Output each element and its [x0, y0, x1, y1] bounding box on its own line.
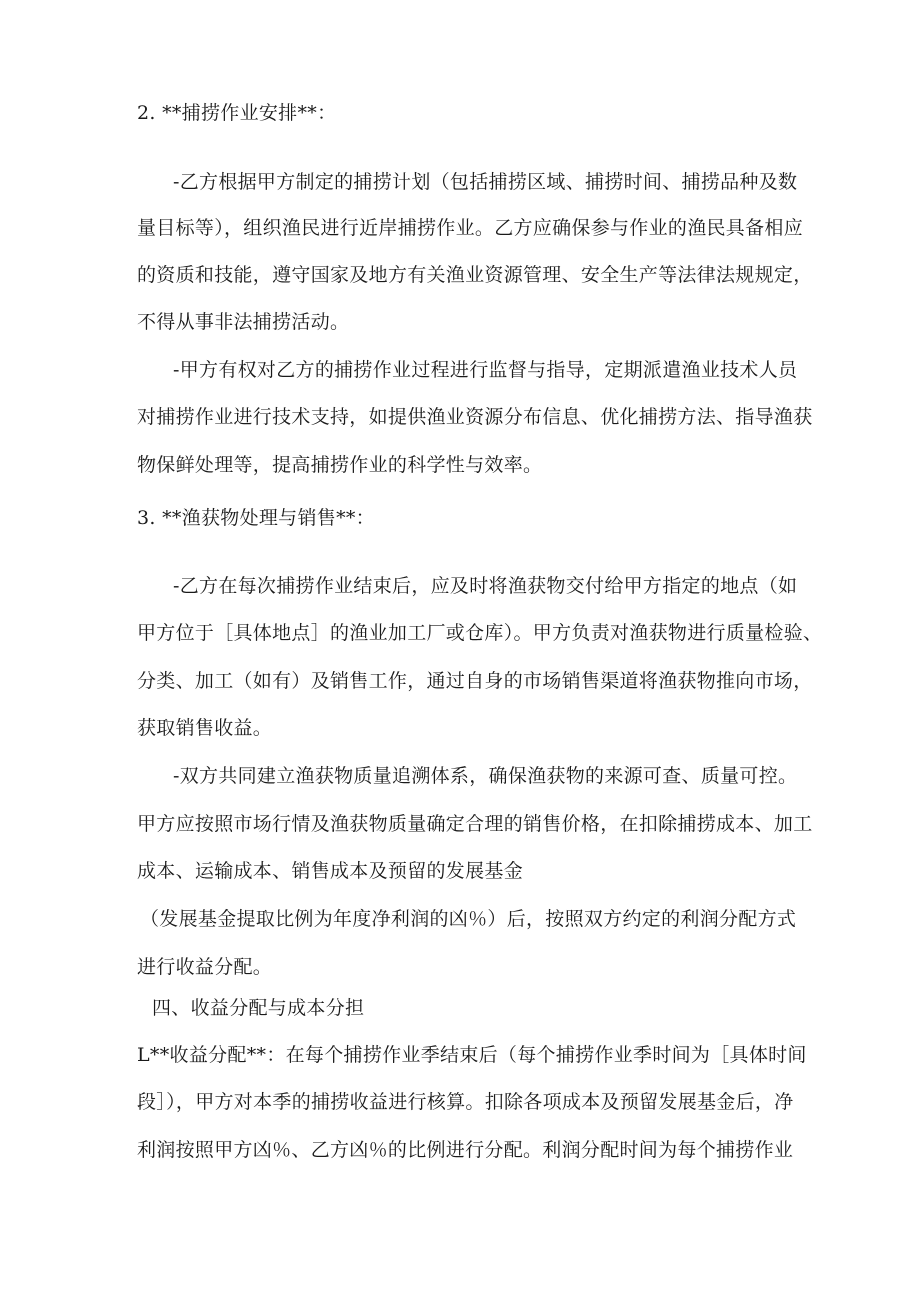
section-3-para1-line4: 获取销售收益。: [137, 717, 273, 739]
section-2-para2-line2: 对捕捞作业进行技术支持，如提供渔业资源分布信息、优化捕捞方法、指导渔获: [137, 406, 813, 428]
section-2-para1-line3: 的资质和技能，遵守国家及地方有关渔业资源管理、安全生产等法律法规规定，: [137, 264, 813, 286]
section-2-para2-line1: -甲方有权对乙方的捕捞作业过程进行监督与指导，定期派遣渔业技术人员: [173, 359, 798, 381]
section-2-para1-line2: 量目标等），组织渔民进行近岸捕捞作业。乙方应确保参与作业的渔民具备相应: [137, 217, 804, 239]
section-3-para1-line2: 甲方位于［具体地点］的渔业加工厂或仓库）。甲方负责对渔获物进行质量检验、: [137, 622, 823, 644]
section-3-para1-line1: -乙方在每次捕捞作业结束后，应及时将渔获物交付给甲方指定的地点（如: [173, 575, 798, 597]
section-3-para2-line3: 成本、运输成本、销售成本及预留的发展基金: [137, 860, 524, 882]
section-3-para1-line3: 分类、加工（如有）及销售工作，通过自身的市场销售渠道将渔获物推向市场，: [137, 670, 813, 692]
section-2-para1-line4: 不得从事非法捕捞活动。: [137, 311, 350, 333]
section-3-para2-line4: （发展基金提取比例为年度净利润的凶％）后，按照双方约定的利润分配方式: [140, 908, 797, 930]
section-3-heading: 3. **渔获物处理与销售**：: [137, 507, 375, 529]
section-3-para2-line2: 甲方应按照市场行情及渔获物质量确定合理的销售价格，在扣除捕捞成本、加工: [137, 813, 813, 835]
section-2-heading: 2. **捕捞作业安排**：: [137, 102, 337, 124]
section-4-heading: 四、收益分配与成本分担: [152, 997, 365, 1019]
section-3-para2-line1: -双方共同建立渔获物质量追溯体系，确保渔获物的来源可查、质量可控。: [173, 765, 798, 787]
section-2-para2-line3: 物保鲜处理等，提高捕捞作业的科学性与效率。: [137, 454, 543, 476]
section-2-para1-line1: -乙方根据甲方制定的捕捞计划（包括捕捞区域、捕捞时间、捕捞品种及数: [173, 171, 798, 193]
section-4-para1-line2: 段］），甲方对本季的捕捞收益进行核算。扣除各项成本及预留发展基金后，净: [137, 1091, 794, 1113]
section-4-para1-line3: 利润按照甲方凶％、乙方凶％的比例进行分配。利润分配时间为每个捕捞作业: [137, 1139, 794, 1161]
section-3-para2-line5: 进行收益分配。: [137, 956, 273, 978]
section-4-para1-line1: L**收益分配**：在每个捕捞作业季结束后（每个捕捞作业季时间为［具体时间: [137, 1044, 807, 1066]
